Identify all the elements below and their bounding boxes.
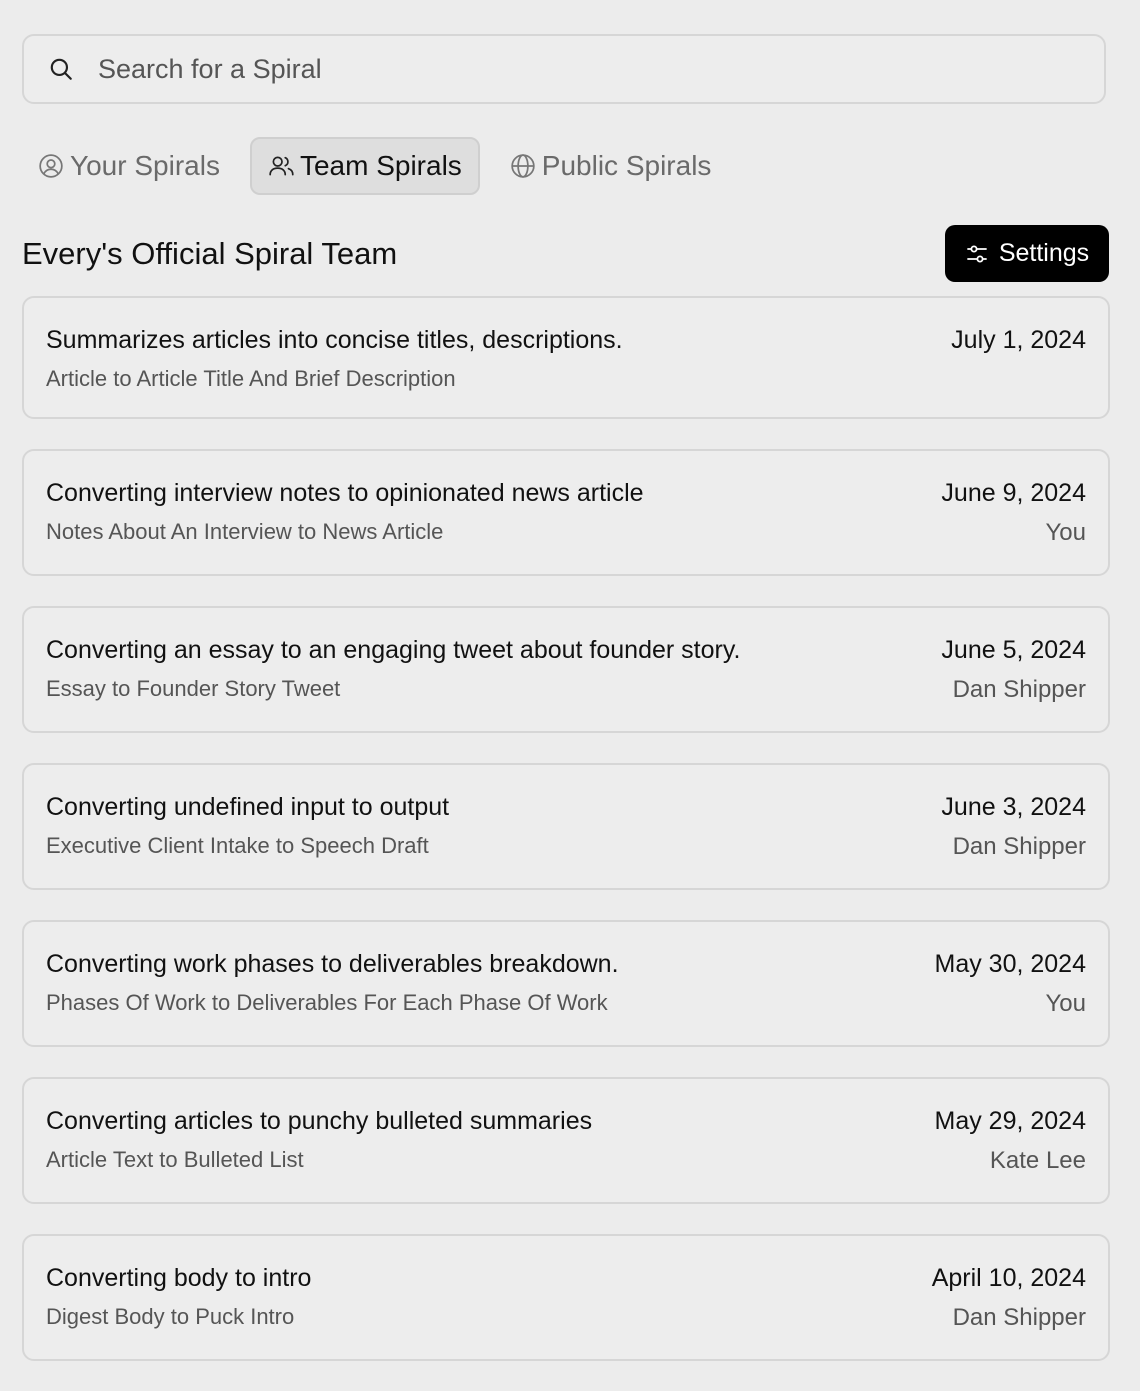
user-circle-icon (38, 152, 66, 180)
spiral-card[interactable] (22, 606, 1110, 733)
tab-label: Your Spirals (70, 150, 220, 181)
spiral-card[interactable] (22, 296, 1110, 419)
tab-label: Public Spirals (541, 150, 712, 181)
spiral-title: Converting interview notes to opinionated news article (46, 479, 644, 507)
spiral-tabs (22, 136, 741, 196)
spiral-date: May 29, 2024 (934, 1107, 1086, 1135)
spiral-title: Converting an essay to an engaging tweet about founder story. (46, 636, 741, 664)
search-bar[interactable] (22, 34, 1106, 104)
spiral-subtitle: Executive Client Intake to Speech Draft (46, 833, 429, 858)
spiral-title: Converting work phases to deliverables breakdown. (46, 950, 619, 978)
spiral-title: Converting undefined input to output (46, 793, 450, 821)
spiral-subtitle: Phases Of Work to Deliverables For Each Phase Of Work (46, 990, 608, 1015)
spiral-list (22, 296, 1110, 1391)
tab-label: Team Spirals (299, 150, 462, 181)
spiral-author: Dan Shipper (952, 676, 1086, 703)
spiral-card[interactable] (22, 449, 1110, 576)
spiral-date: June 5, 2024 (941, 636, 1086, 664)
tab-your-spirals[interactable] (22, 137, 236, 195)
tab-team-spirals[interactable] (250, 137, 480, 195)
spiral-subtitle: Notes About An Interview to News Article (46, 519, 444, 544)
tab-public-spirals[interactable] (494, 137, 728, 195)
spiral-author: You (1045, 990, 1086, 1017)
spiral-subtitle: Digest Body to Puck Intro (46, 1304, 295, 1329)
globe-icon (510, 152, 538, 180)
spiral-card[interactable] (22, 1234, 1110, 1361)
spiral-date: June 9, 2024 (941, 479, 1086, 507)
settings-button[interactable] (945, 225, 1109, 282)
settings-label: Settings (998, 239, 1090, 267)
spiral-author: Dan Shipper (952, 833, 1086, 860)
spiral-author: You (1045, 519, 1086, 546)
search-input[interactable] (96, 53, 1000, 86)
spiral-card[interactable] (22, 1077, 1110, 1204)
spiral-subtitle: Article to Article Title And Brief Description (46, 366, 456, 391)
spiral-date: June 3, 2024 (941, 793, 1086, 821)
spiral-author: Dan Shipper (952, 1304, 1086, 1331)
spiral-date: July 1, 2024 (951, 326, 1086, 354)
search-icon (48, 56, 74, 82)
spiral-title: Converting articles to punchy bulleted summaries (46, 1107, 593, 1135)
spiral-author: Kate Lee (989, 1147, 1086, 1174)
sliders-icon (965, 242, 989, 266)
users-icon (268, 152, 296, 180)
spiral-subtitle: Article Text to Bulleted List (46, 1147, 304, 1172)
spiral-date: May 30, 2024 (934, 950, 1086, 978)
team-title: Every's Official Spiral Team (22, 236, 398, 271)
spiral-title: Summarizes articles into concise titles, descriptions. (46, 326, 623, 354)
spiral-card[interactable] (22, 763, 1110, 890)
spiral-title: Converting body to intro (46, 1264, 312, 1292)
spiral-subtitle: Essay to Founder Story Tweet (46, 676, 341, 701)
spiral-date: April 10, 2024 (931, 1264, 1086, 1292)
spiral-card[interactable] (22, 920, 1110, 1047)
